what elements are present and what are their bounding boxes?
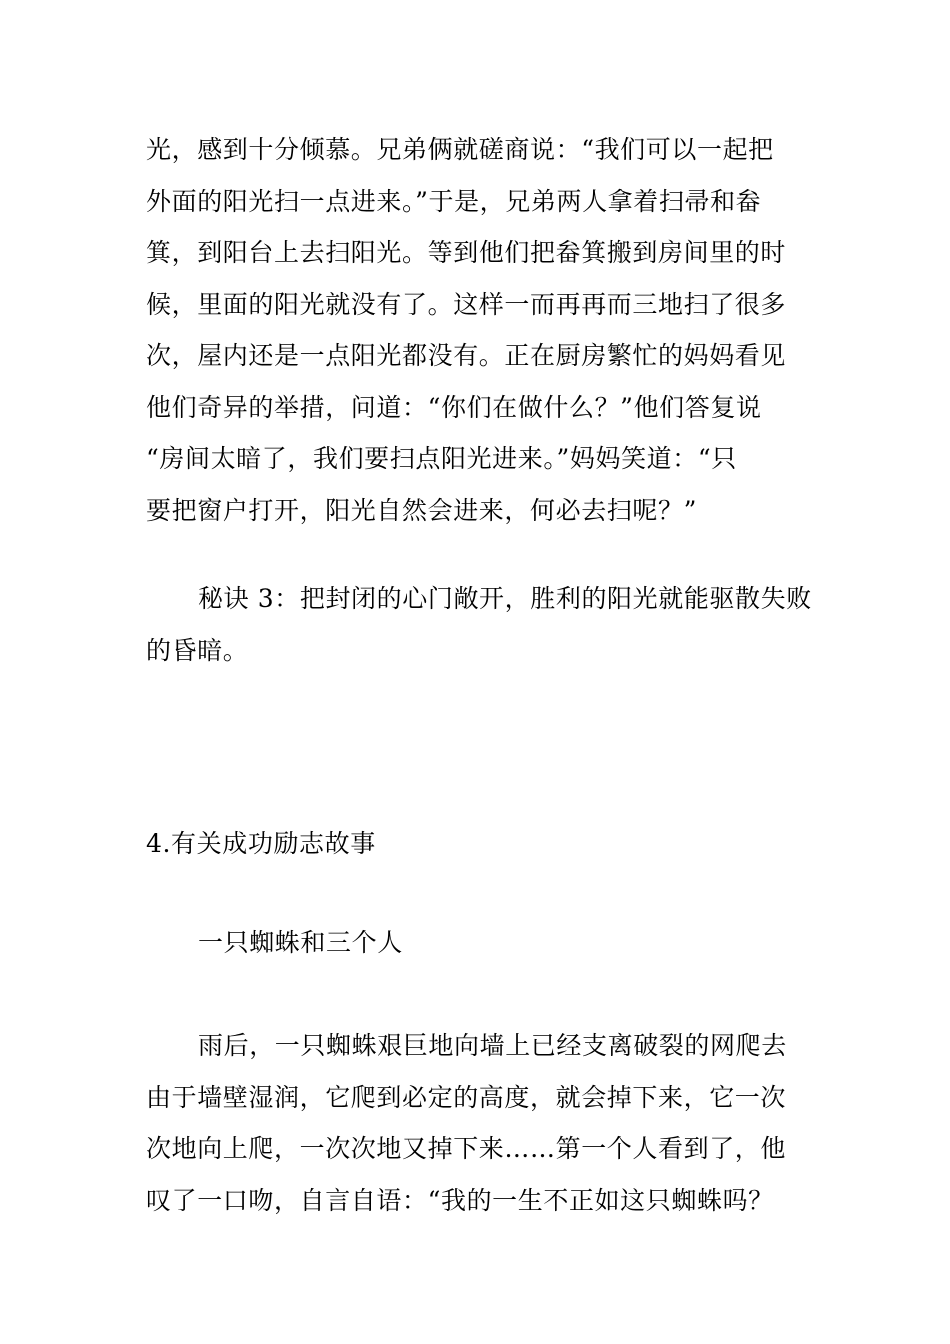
text-line: 由于墙壁湿润，它爬到必定的高度，就会掉下来，它一次 (146, 1082, 787, 1112)
text-line: 次地向上爬，一次次地又掉下来……第一个人看到了，他 (146, 1134, 787, 1163)
story-title (146, 917, 810, 969)
text-line: 次，屋内还是一点阳光都没有。正在厨房繁忙的妈妈看见 (146, 341, 787, 370)
text-line: 光，感到十分倾慕。兄弟俩就磋商说：“我们可以一起把 (146, 135, 774, 164)
section-heading-text: 4.有关成功励志故事 (146, 829, 376, 858)
text-line: 要把窗户打开，阳光自然会进来，何必去扫呢？” (146, 495, 697, 525)
story-paragraph-sunlight (146, 124, 810, 536)
story-title-text: 一只蜘蛛和三个人 (198, 928, 403, 957)
text-line: 他们奇异的举措，问道：“你们在做什么？”他们答复说 (146, 392, 762, 422)
text-line: 的昏暗。 (146, 635, 249, 665)
text-line: 秘诀 3：把封闭的心门敞开，胜利的阳光就能驱散失败 (198, 584, 812, 613)
section-heading (146, 818, 810, 870)
secret-paragraph (146, 573, 810, 676)
story-paragraph-spider (146, 1020, 810, 1226)
text-line: 外面的阳光扫一点进来。”于是，兄弟两人拿着扫帚和畚 (146, 186, 762, 216)
text-line: “房间太暗了，我们要扫点阳光进来。”妈妈笑道：“只 (146, 444, 737, 473)
text-line: 叹了一口吻，自言自语：“我的一生不正如这只蜘蛛吗？ (146, 1185, 774, 1215)
text-line: 候，里面的阳光就没有了。这样一而再再而三地扫了很多 (146, 289, 787, 319)
text-line: 雨后，一只蜘蛛艰巨地向墙上已经支离破裂的网爬去 (198, 1031, 787, 1060)
text-line: 箕，到阳台上去扫阳光。等到他们把畚箕搬到房间里的时 (146, 238, 787, 267)
